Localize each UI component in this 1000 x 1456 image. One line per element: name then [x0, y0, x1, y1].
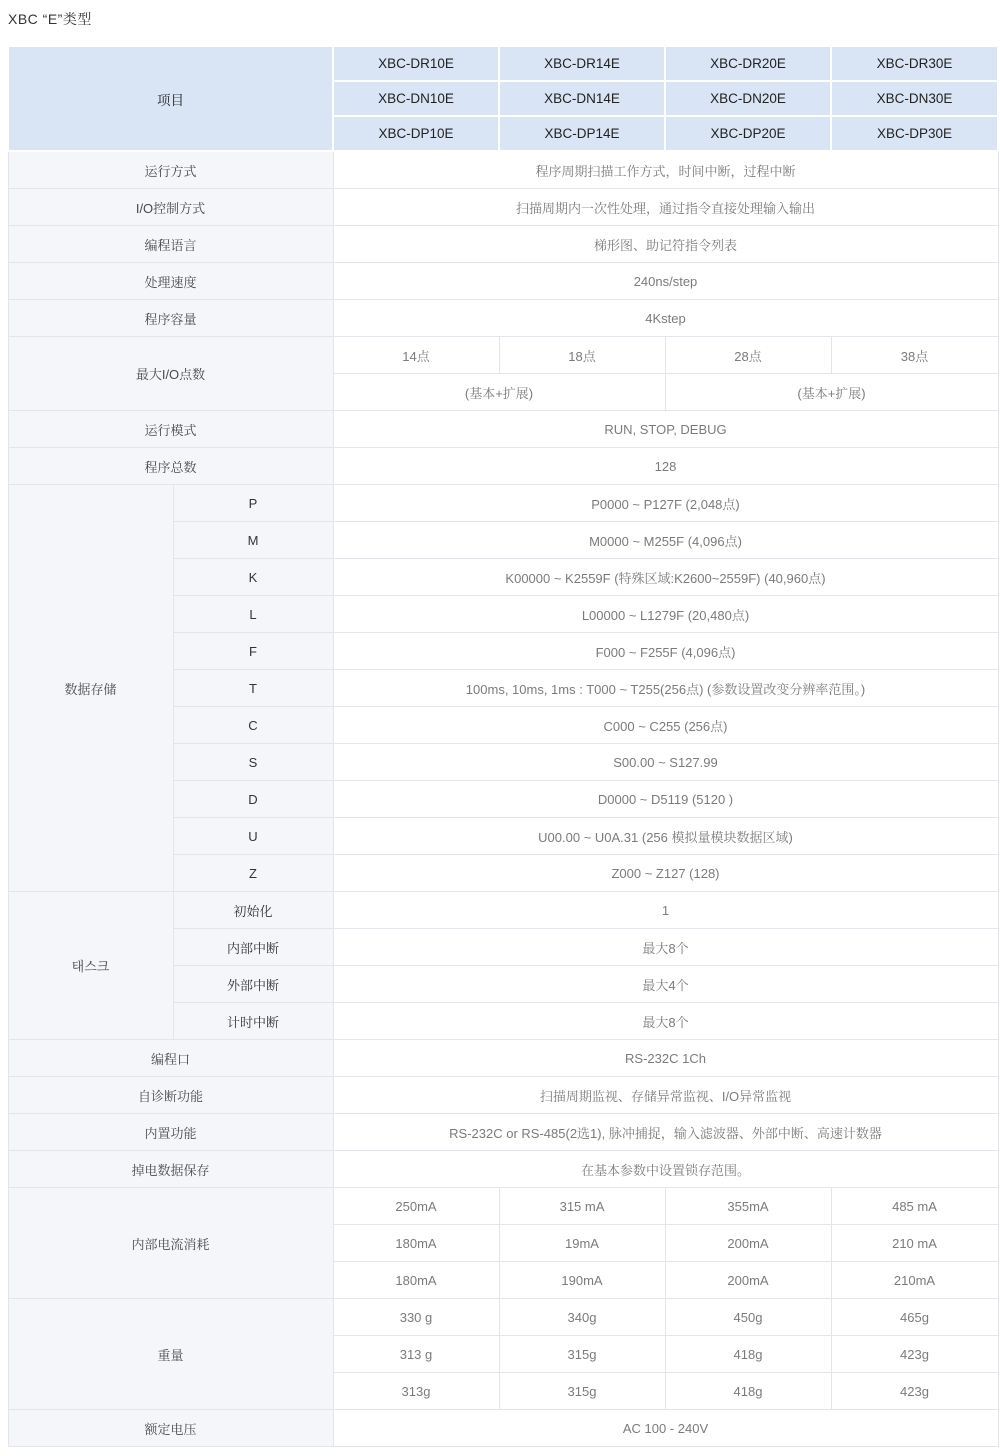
current-cell: 210 mA — [831, 1225, 998, 1262]
sub-row-label: S — [173, 744, 333, 781]
current-row — [8, 1188, 998, 1225]
io-points-cell: 18点 — [499, 337, 665, 374]
row-value: C000 ~ C255 (256点) — [333, 707, 998, 744]
spec-row — [8, 1410, 998, 1447]
row-label: 运行方式 — [8, 151, 333, 189]
spec-row — [8, 189, 998, 226]
row-value: 扫描周期内一次性处理，通过指令直接处理输入输出 — [333, 189, 998, 226]
model-cell: XBC-DP20E — [665, 116, 831, 151]
row-value: RS-232C or RS-485(2选1), 脉冲捕捉，输入滤波器、外部中断、高速计数器 — [333, 1114, 998, 1151]
weight-row — [8, 1299, 998, 1336]
sub-row-label: M — [173, 522, 333, 559]
row-value: S00.00 ~ S127.99 — [333, 744, 998, 781]
spec-row — [8, 151, 998, 189]
task-row — [8, 892, 998, 929]
spec-row — [8, 226, 998, 263]
current-cell: 190mA — [499, 1262, 665, 1299]
current-cell: 180mA — [333, 1225, 499, 1262]
row-value: 梯形图、助记符指令列表 — [333, 226, 998, 263]
weight-cell: 315g — [499, 1336, 665, 1373]
current-cell: 485 mA — [831, 1188, 998, 1225]
model-cell: XBC-DR30E — [831, 46, 998, 81]
row-value: 100ms, 10ms, 1ms : T000 ~ T255(256点) (参数设置改变分辨率范围。) — [333, 670, 998, 707]
weight-cell: 418g — [665, 1373, 831, 1410]
row-value: AC 100 - 240V — [333, 1410, 998, 1447]
sub-row-label: T — [173, 670, 333, 707]
current-cell: 19mA — [499, 1225, 665, 1262]
sub-row-label: D — [173, 781, 333, 818]
sub-row-label: K — [173, 559, 333, 596]
row-value: 最大4个 — [333, 966, 998, 1003]
spec-row — [8, 1040, 998, 1077]
row-value: RS-232C 1Ch — [333, 1040, 998, 1077]
model-cell: XBC-DR14E — [499, 46, 665, 81]
spec-row — [8, 448, 998, 485]
row-label: 程序容量 — [8, 300, 333, 337]
current-cell: 210mA — [831, 1262, 998, 1299]
row-value: 扫描周期监视、存储异常监视、I/O异常监视 — [333, 1077, 998, 1114]
row-value: 在基本参数中设置锁存范围。 — [333, 1151, 998, 1188]
sub-row-label: U — [173, 818, 333, 855]
weight-cell: 340g — [499, 1299, 665, 1336]
row-label: 程序总数 — [8, 448, 333, 485]
sub-row-label: F — [173, 633, 333, 670]
model-cell: XBC-DR20E — [665, 46, 831, 81]
io-points-cell: 38点 — [831, 337, 998, 374]
row-value: 最大8个 — [333, 1003, 998, 1040]
weight-cell: 313g — [333, 1373, 499, 1410]
row-value: P0000 ~ P127F (2,048点) — [333, 485, 998, 522]
row-label: I/O控制方式 — [8, 189, 333, 226]
spec-row — [8, 1114, 998, 1151]
weight-cell: 315g — [499, 1373, 665, 1410]
io-expansion-cell: (基本+扩展) — [665, 374, 998, 411]
row-value: 1 — [333, 892, 998, 929]
current-cell: 250mA — [333, 1188, 499, 1225]
row-value: U00.00 ~ U0A.31 (256 模拟量模块数据区域) — [333, 818, 998, 855]
row-value: D0000 ~ D5119 (5120 ) — [333, 781, 998, 818]
row-value: 4Kstep — [333, 300, 998, 337]
row-value: 最大8个 — [333, 929, 998, 966]
current-cell: 200mA — [665, 1262, 831, 1299]
spec-row-max-io-points — [8, 337, 998, 374]
page-title: XBC “E”类型 — [8, 11, 92, 27]
weight-cell: 313 g — [333, 1336, 499, 1373]
row-label: 处理速度 — [8, 263, 333, 300]
spec-row — [8, 300, 998, 337]
row-value: M0000 ~ M255F (4,096点) — [333, 522, 998, 559]
row-value: F000 ~ F255F (4,096点) — [333, 633, 998, 670]
section-label: 内部电流消耗 — [8, 1188, 333, 1299]
io-points-cell: 14点 — [333, 337, 499, 374]
row-label: 最大I/O点数 — [8, 337, 333, 411]
spec-row — [8, 411, 998, 448]
spec-row — [8, 1151, 998, 1188]
sub-row-label: C — [173, 707, 333, 744]
model-cell: XBC-DR10E — [333, 46, 499, 81]
current-cell: 355mA — [665, 1188, 831, 1225]
row-value: 240ns/step — [333, 263, 998, 300]
sub-row-label: Z — [173, 855, 333, 892]
row-label: 额定电压 — [8, 1410, 333, 1447]
header-row-dr — [8, 46, 998, 81]
sub-row-label: 内部中断 — [173, 929, 333, 966]
model-cell: XBC-DN14E — [499, 81, 665, 116]
sub-row-label: L — [173, 596, 333, 633]
spec-row — [8, 1077, 998, 1114]
section-label: 重量 — [8, 1299, 333, 1410]
model-cell: XBC-DP14E — [499, 116, 665, 151]
row-value: RUN, STOP, DEBUG — [333, 411, 998, 448]
row-value: K00000 ~ K2559F (特殊区域:K2600~2559F) (40,960点) — [333, 559, 998, 596]
model-cell: XBC-DP30E — [831, 116, 998, 151]
row-value: Z000 ~ Z127 (128) — [333, 855, 998, 892]
model-cell: XBC-DP10E — [333, 116, 499, 151]
model-cell: XBC-DN10E — [333, 81, 499, 116]
spec-table — [7, 45, 999, 1447]
spec-row — [8, 263, 998, 300]
weight-cell: 465g — [831, 1299, 998, 1336]
section-label: 数据存储 — [8, 485, 173, 892]
current-cell: 315 mA — [499, 1188, 665, 1225]
item-header-cell: 项目 — [8, 46, 333, 151]
sub-row-label: 外部中断 — [173, 966, 333, 1003]
model-cell: XBC-DN20E — [665, 81, 831, 116]
row-value: L00000 ~ L1279F (20,480点) — [333, 596, 998, 633]
weight-cell: 418g — [665, 1336, 831, 1373]
sub-row-label: 计时中断 — [173, 1003, 333, 1040]
current-cell: 180mA — [333, 1262, 499, 1299]
weight-cell: 450g — [665, 1299, 831, 1336]
current-cell: 200mA — [665, 1225, 831, 1262]
row-value: 程序周期扫描工作方式，时间中断，过程中断 — [333, 151, 998, 189]
row-label: 编程口 — [8, 1040, 333, 1077]
data-storage-row — [8, 485, 998, 522]
row-label: 掉电数据保存 — [8, 1151, 333, 1188]
row-label: 运行模式 — [8, 411, 333, 448]
row-label: 自诊断功能 — [8, 1077, 333, 1114]
row-label: 编程语言 — [8, 226, 333, 263]
weight-cell: 423g — [831, 1373, 998, 1410]
weight-cell: 330 g — [333, 1299, 499, 1336]
weight-cell: 423g — [831, 1336, 998, 1373]
io-expansion-cell: (基本+扩展) — [333, 374, 665, 411]
section-label: 태스크 — [8, 892, 173, 1040]
sub-row-label: 初始化 — [173, 892, 333, 929]
model-cell: XBC-DN30E — [831, 81, 998, 116]
row-label: 内置功能 — [8, 1114, 333, 1151]
row-value: 128 — [333, 448, 998, 485]
sub-row-label: P — [173, 485, 333, 522]
io-points-cell: 28点 — [665, 337, 831, 374]
